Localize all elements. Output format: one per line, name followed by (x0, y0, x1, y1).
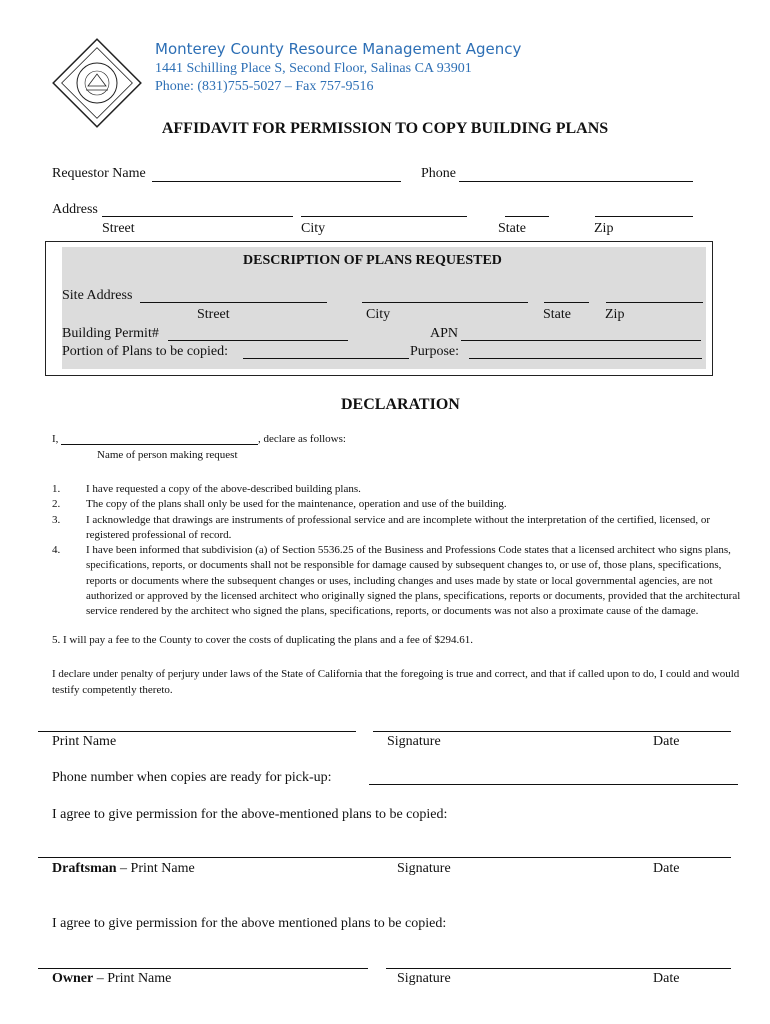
requestor-phone-field[interactable] (459, 181, 693, 182)
agency-address: 1441 Schilling Place S, Second Floor, Salinas CA 93901 (155, 61, 472, 76)
draftsman-label: Draftsman (52, 861, 117, 876)
item-text: I have requested a copy of the above-described building plans. (86, 483, 361, 495)
agency-seal (52, 38, 142, 128)
fee-statement: 5. I will pay a fee to the County to cover the costs of duplicating the plans and a fee of $294.61. (52, 634, 473, 646)
owner-print-name-line[interactable] (38, 968, 368, 969)
signature-label: Signature (387, 734, 441, 749)
print-name-label: Print Name (52, 734, 117, 749)
declarant-name-field[interactable] (61, 444, 258, 445)
owner-date-label: Date (653, 971, 680, 986)
purpose-label: Purpose: (410, 344, 459, 359)
item-number: 3. (52, 513, 61, 526)
owner-print-name-text: – Print Name (93, 971, 172, 986)
site-zip-caption: Zip (605, 307, 625, 322)
pickup-phone-label: Phone number when copies are ready for pick-up: (52, 770, 332, 785)
site-address-label: Site Address (62, 288, 133, 303)
building-permit-label: Building Permit# (62, 326, 159, 341)
list-item (52, 497, 752, 512)
requestor-zip-caption: Zip (594, 221, 614, 236)
site-zip-field[interactable] (606, 302, 703, 303)
site-city-field[interactable] (362, 302, 528, 303)
owner-signature-label: Signature (397, 971, 451, 986)
plans-box-heading: DESCRIPTION OF PLANS REQUESTED (243, 253, 502, 268)
portion-field[interactable] (243, 358, 409, 359)
requestor-state-field[interactable] (505, 216, 549, 217)
item-number: 4. (52, 544, 61, 557)
apn-field[interactable] (461, 340, 701, 341)
requestor-city-caption: City (301, 221, 326, 236)
perjury-statement: I declare under penalty of perjury under laws of the State of California that the foregoing is true and correct, and that if called upon to do, I could and would testify competently thereto. (52, 668, 740, 696)
purpose-field[interactable] (469, 358, 702, 359)
declarant-suffix: , declare as follows: (258, 433, 346, 445)
agency-name: Monterey County Resource Management Agency (155, 40, 522, 58)
agree-statement-1: I agree to give permission for the above-mentioned plans to be copied: (52, 807, 448, 822)
declarant-name-caption: Name of person making request (97, 449, 238, 461)
agency-phone: Phone: (831)755-5027 – Fax 757-9516 (155, 79, 374, 94)
requestor-state-caption: State (498, 221, 526, 236)
requestor-street-caption: Street (102, 221, 135, 236)
draftsman-print-name-text: – Print Name (116, 861, 195, 876)
print-name-line[interactable] (38, 731, 356, 732)
draftsman-print-name-label (52, 861, 195, 877)
owner-label: Owner (52, 971, 94, 986)
agree-statement-2: I agree to give permission for the above mentioned plans to be copied: (52, 916, 447, 931)
site-city-caption: City (366, 307, 391, 322)
requestor-phone-label: Phone (421, 166, 456, 181)
item-text: I acknowledge that drawings are instruments of professional service and are incomplete without the interpretation of the certified, licensed, or registered professional of record. (86, 513, 711, 541)
requestor-name-field[interactable] (152, 181, 401, 182)
list-item (52, 482, 752, 497)
portion-label: Portion of Plans to be copied: (62, 344, 229, 359)
declaration-list (52, 482, 752, 620)
site-street-field[interactable] (140, 302, 327, 303)
owner-print-name-label (52, 971, 171, 987)
page-title: AFFIDAVIT FOR PERMISSION TO COPY BUILDING PLANS (161, 120, 609, 137)
item-text: I have been informed that subdivision (a) of Section 5536.25 of the Business and Professions Code states that a licensed architect who signs plans, specifications, reports, or documents shall not be responsible for damage caused by subsequent changes to, or use of, those plans, specifications, reports or documents where the subsequent changes or uses, including changes and uses made by state or local governmental agencies, are not authorized or approved by the licensed architect who originally signed the plans, specifications, reports or documents, provided that the architectural service rendered by the architect who signed the plans, specifications, reports, or documents was not also a proximate cause of the damage. (86, 544, 741, 618)
item-number: 1. (52, 483, 61, 495)
site-state-caption: State (543, 307, 571, 322)
requestor-zip-field[interactable] (595, 216, 693, 217)
list-item (52, 543, 752, 619)
declaration-heading: DECLARATION (341, 396, 460, 413)
signature-date-line[interactable] (373, 731, 731, 732)
site-street-caption: Street (197, 307, 230, 322)
item-text: The copy of the plans shall only be used for the maintenance, operation and use of the building. (86, 498, 507, 511)
draftsman-date-label: Date (653, 861, 680, 876)
site-state-field[interactable] (544, 302, 589, 303)
list-item (52, 513, 752, 544)
pickup-phone-field[interactable] (369, 784, 738, 785)
draftsman-sign-line[interactable] (38, 857, 731, 858)
requestor-name-label: Requestor Name (52, 166, 146, 181)
requestor-street-field[interactable] (102, 216, 293, 217)
requestor-city-field[interactable] (301, 216, 467, 217)
item-number: 2. (52, 498, 61, 511)
owner-signature-line[interactable] (386, 968, 731, 969)
building-permit-field[interactable] (168, 340, 348, 341)
declarant-prefix: I, (52, 433, 59, 445)
apn-label: APN (430, 326, 459, 341)
date-label: Date (653, 734, 680, 749)
requestor-address-label: Address (52, 202, 98, 217)
draftsman-signature-label: Signature (397, 861, 451, 876)
